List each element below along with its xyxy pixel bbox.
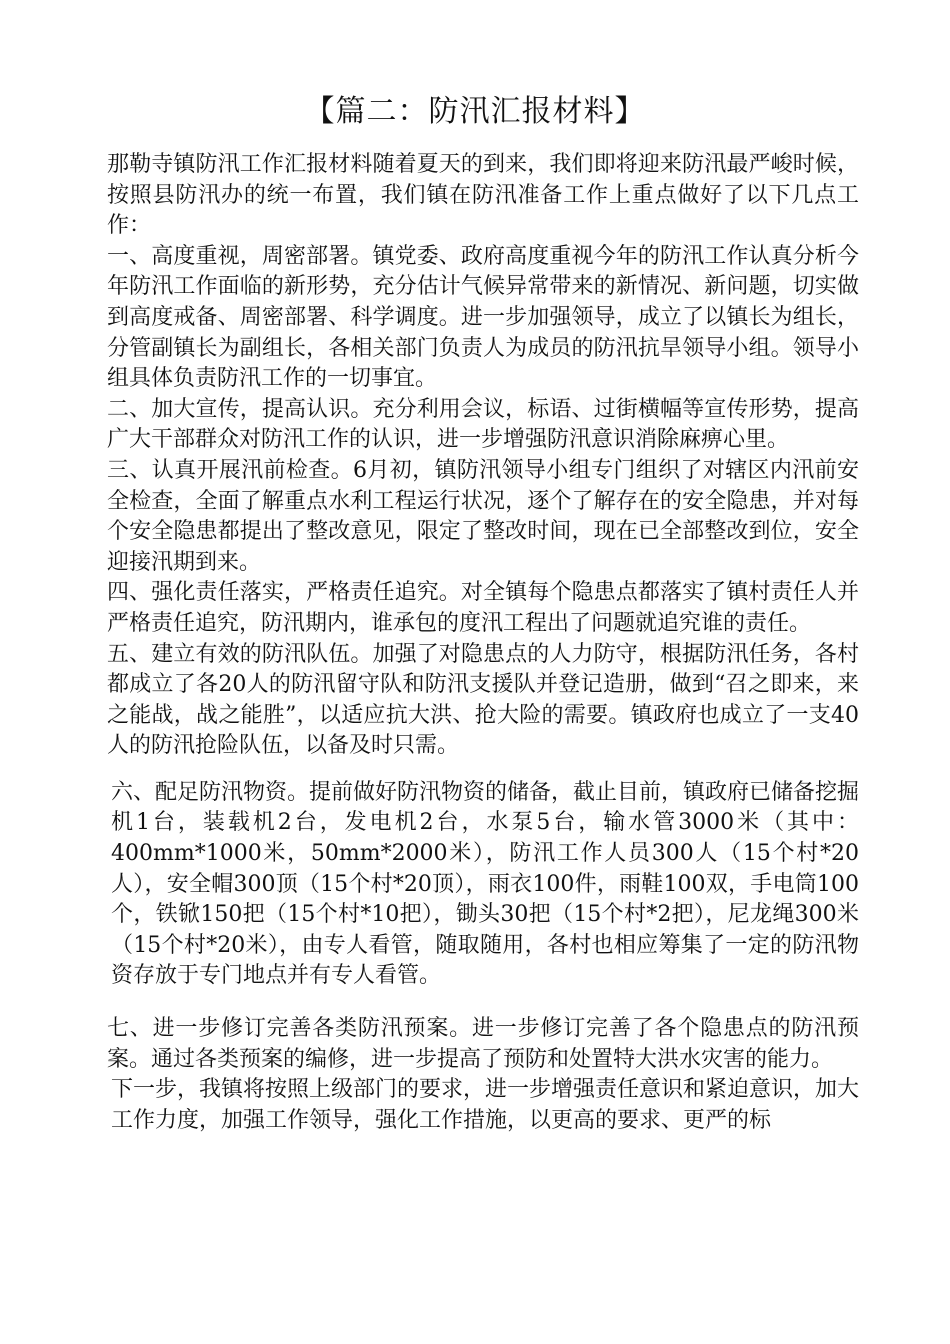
document-title: 【篇二：防汛汇报材料】 [304, 94, 646, 129]
paragraph-item-1: 一、高度重视，周密部署。镇党委、政府高度重视今年的防汛工作认真分析今年防汛工作面临的新形势，充分估计气候异常带来的新情况、新问题，切实做到高度戒备、周密部署、科学调度。进一步加强领导，成立了以镇长为组长，分管副镇长为副组长，各相关部门负责人为成员的防汛抗旱领导小组。领导小组具体负责防汛工作的一切事宜。 [107, 243, 859, 392]
paragraph-item-5: 五、建立有效的防汛队伍。加强了对隐患点的人力防守，根据防汛任务，各村都成立了各20人的防汛留守队和防汛支援队并登记造册，做到“召之即来，来之能战，战之能胜”，以适应抗大洪、抢大险的需要。镇政府也成立了一支40人的防汛抢险队伍，以备及时只需。 [107, 641, 859, 759]
document-body [107, 150, 859, 1136]
paragraph-item-4: 四、强化责任落实，严格责任追究。对全镇每个隐患点都落实了镇村责任人并严格责任追究，防汛期内，谁承包的度汛工程出了问题就追究谁的责任。 [107, 580, 859, 636]
paragraph-item-6: 六、配足防汛物资。提前做好防汛物资的储备，截止目前，镇政府已储备挖掘机1台，装载机2台，发电机2台，水泵5台，输水管3000米（其中：400mm*1000米，50mm*2000米），防汛工作人员300人（15个村*20人），安全帽300顶（15个村*20顶），雨衣100件，雨鞋100双，手电筒100个，铁锨150把（15个村*10把），锄头30把（15个村*2把），尼龙绳300米（15个村*20米），由专人看管，随取随用，各村也相应筹集了一定的防汛物资存放于专门地点并有专人看管。 [111, 779, 860, 989]
paragraph-next-steps: 下一步，我镇将按照上级部门的要求，进一步增强责任意识和紧迫意识，加大工作力度，加强工作领导，强化工作措施，以更高的要求、更严的标 [111, 1077, 860, 1133]
paragraph-item-2: 二、加大宣传，提高认识。充分利用会议，标语、过街横幅等宣传形势，提高广大干部群众对防汛工作的认识，进一步增强防汛意识消除麻痹心里。 [107, 396, 859, 453]
paragraph-intro: 那勒寺镇防汛工作汇报材料随着夏天的到来，我们即将迎来防汛最严峻时候，按照县防汛办的统一布置，我们镇在防汛准备工作上重点做好了以下几点工作： [107, 152, 859, 239]
paragraph-item-3: 三、认真开展汛前检查。6月初，镇防汛领导小组专门组织了对辖区内汛前安全检查，全面了解重点水利工程运行状况，逐个了解存在的安全隐患，并对每个安全隐患都提出了整改意见，限定了整改时间，现在已全部整改到位，安全迎接汛期到来。 [107, 457, 859, 575]
paragraph-item-7: 七、进一步修订完善各类防汛预案。进一步修订完善了各个隐患点的防汛预案。通过各类预案的编修，进一步提高了预防和处置特大洪水灾害的能力。 [107, 1016, 859, 1072]
